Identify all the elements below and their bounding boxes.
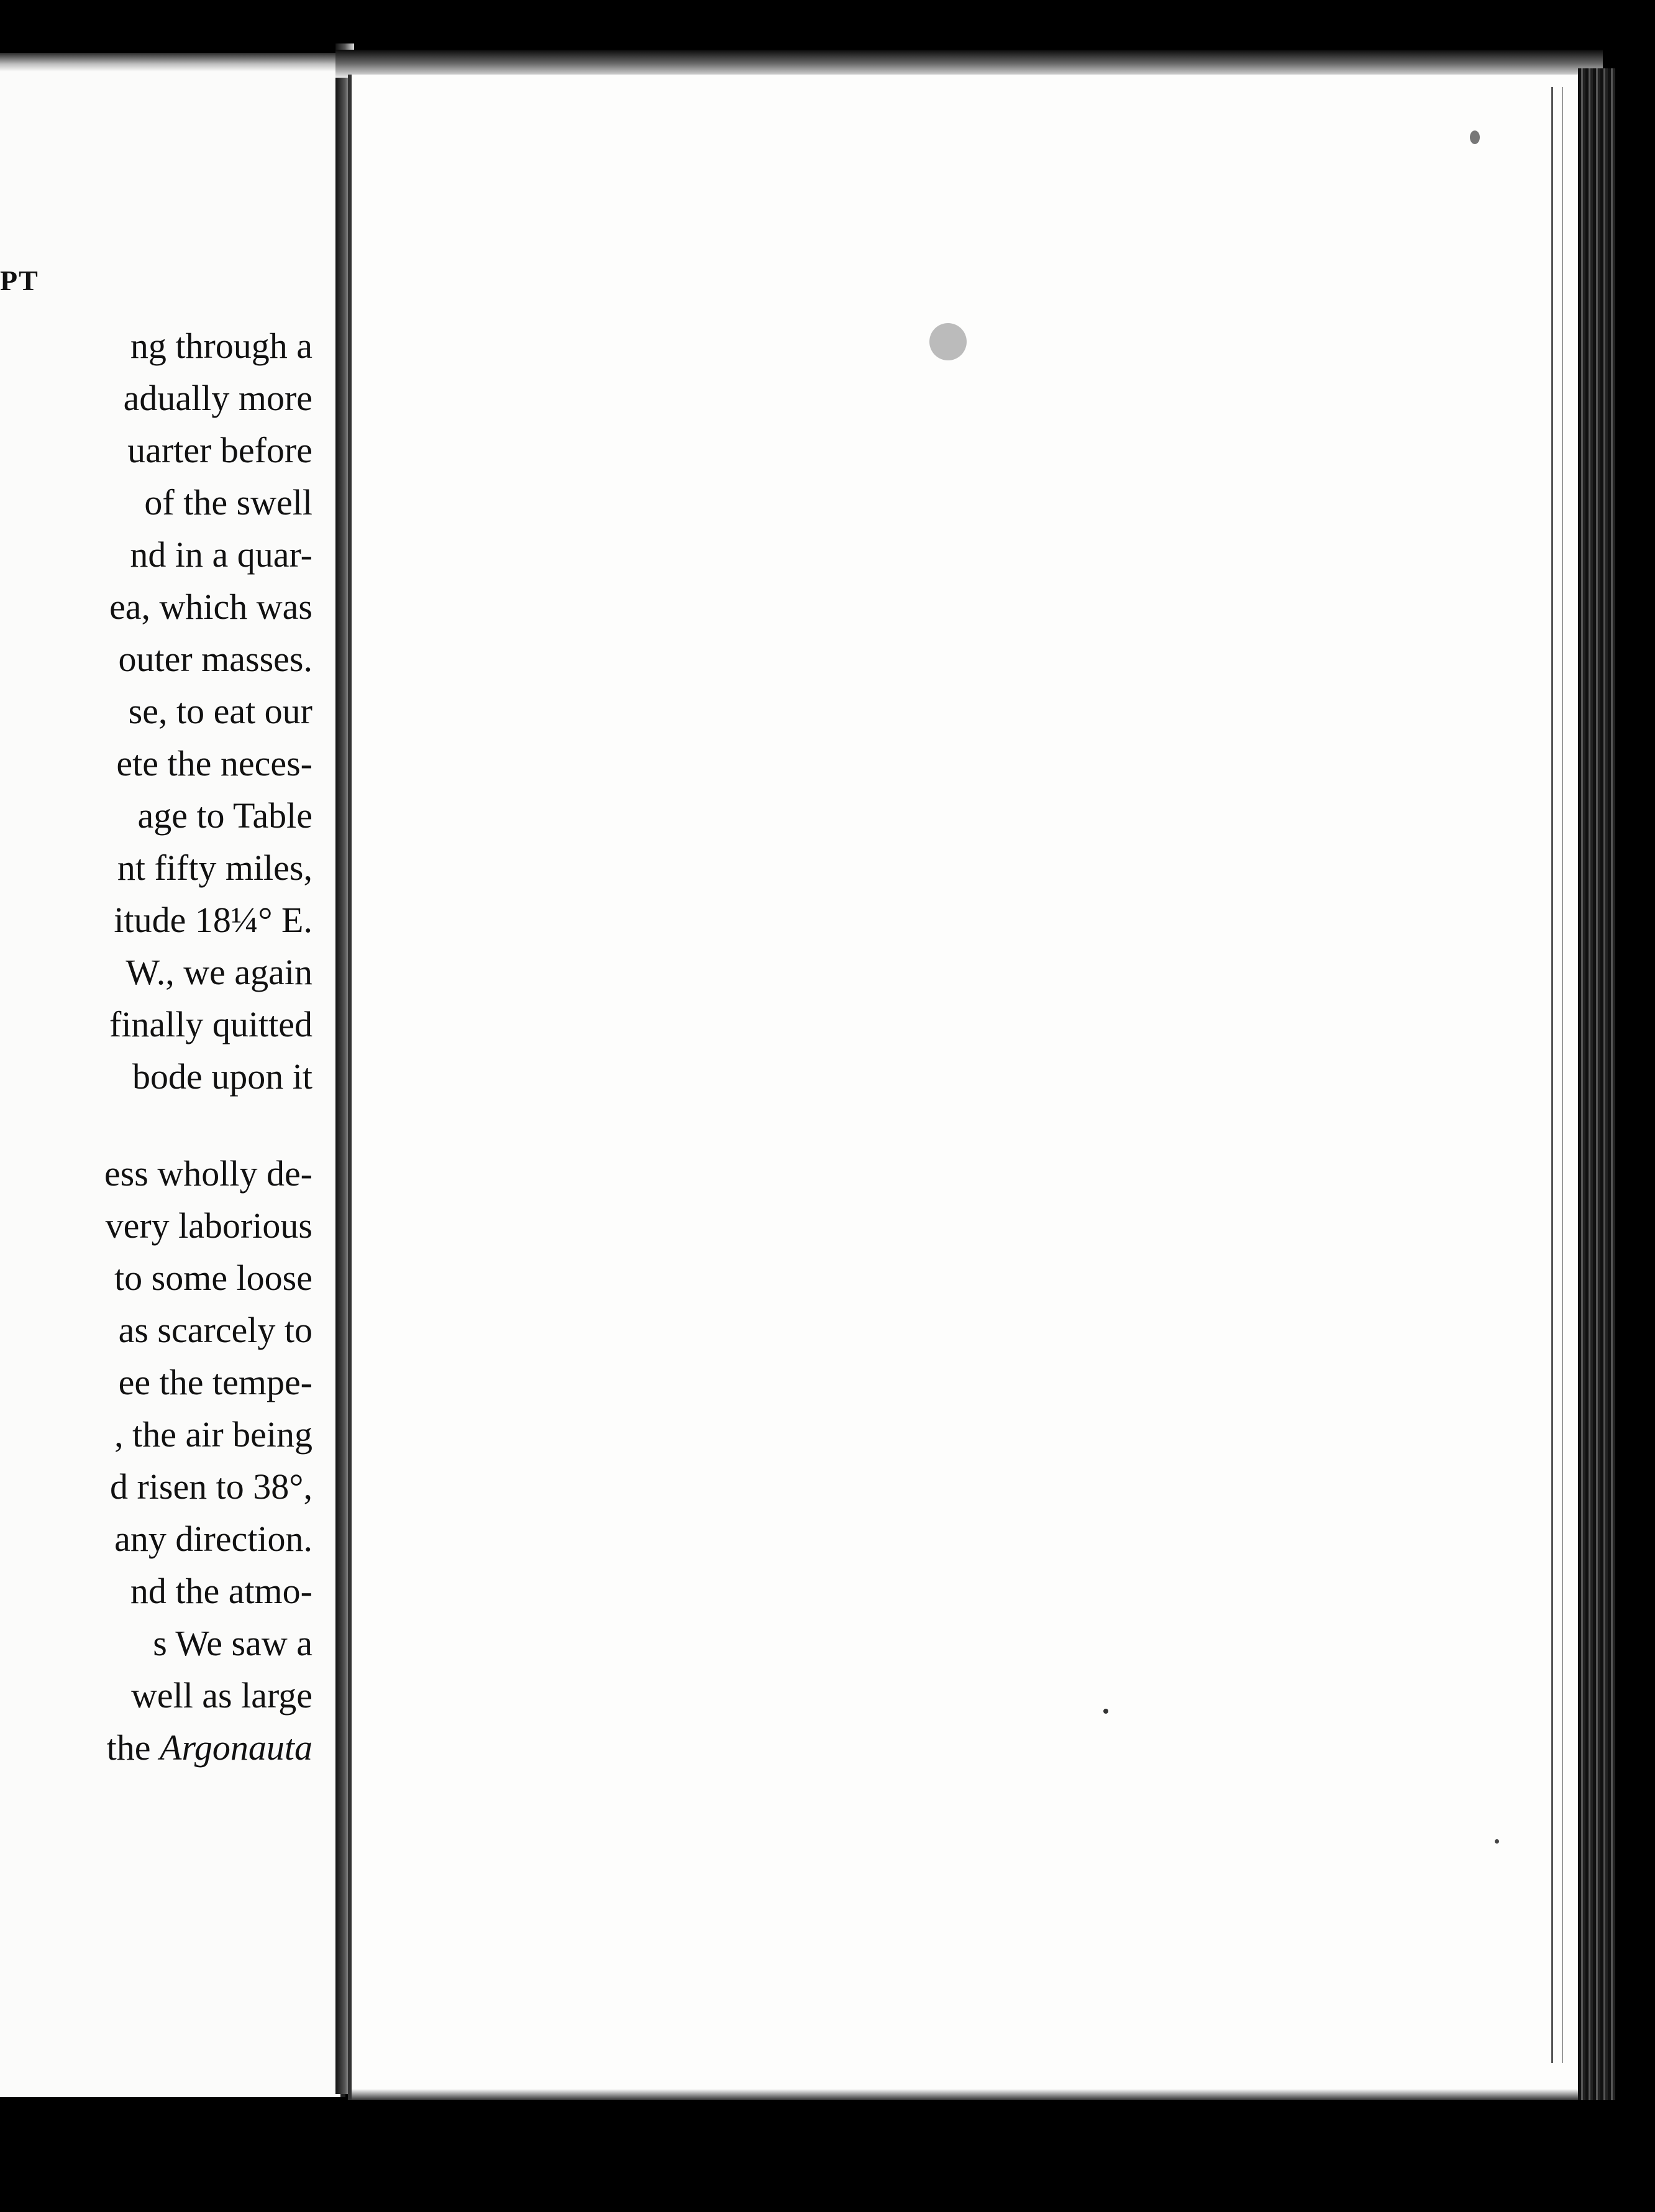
text-line: uarter before — [127, 430, 312, 470]
text-line: s We saw a — [153, 1623, 312, 1663]
right-page-edge — [1551, 87, 1563, 2063]
text-line: adually more — [123, 378, 312, 418]
paper-speck — [1103, 1709, 1108, 1714]
text-line: outer masses. — [118, 639, 312, 679]
text-line: , the air being — [114, 1414, 312, 1455]
text-line: finally quitted — [109, 1004, 312, 1044]
text-line: itude 18¼° E. — [114, 900, 312, 940]
right-page-blank — [348, 75, 1582, 2100]
paper-speck — [1470, 130, 1480, 144]
text-line: bode upon it — [132, 1056, 312, 1097]
text-line: nd the atmo- — [130, 1571, 312, 1611]
text-line: to some loose — [114, 1258, 312, 1298]
text-line: nd in a quar- — [130, 534, 312, 575]
left-page — [0, 53, 345, 2097]
text-line: ess wholly de- — [104, 1153, 312, 1194]
text-line: ee the tempe- — [118, 1362, 312, 1402]
italic-word: Argonauta — [160, 1727, 312, 1768]
text-line: as scarcely to — [118, 1310, 312, 1350]
text-line-start: the — [106, 1727, 160, 1768]
left-page-text — [0, 320, 312, 1774]
paper-stain — [929, 323, 967, 360]
page-stack-edge — [1578, 68, 1615, 2100]
text-line: W., we again — [125, 952, 312, 992]
text-line: d risen to 38°, — [109, 1466, 312, 1507]
text-line: of the swell — [144, 482, 312, 523]
text-line: nt fifty miles, — [117, 848, 312, 888]
page-bottom-edge — [352, 2089, 1582, 2100]
text-line: very laborious — [105, 1205, 312, 1246]
running-head: PT — [0, 265, 39, 296]
text-line: ete the neces- — [116, 743, 312, 784]
page-top-shadow — [335, 50, 1603, 78]
text-line: any direction. — [114, 1519, 312, 1559]
paper-speck — [1495, 1839, 1499, 1844]
text-line: ea, which was — [109, 587, 312, 627]
text-line: se, to eat our — [128, 691, 312, 731]
page-top-edge — [0, 53, 340, 71]
text-line: age to Table — [137, 795, 312, 836]
text-line-last — [0, 1722, 312, 1774]
text-line: ng through a — [130, 326, 312, 366]
text-line: well as large — [130, 1675, 312, 1716]
